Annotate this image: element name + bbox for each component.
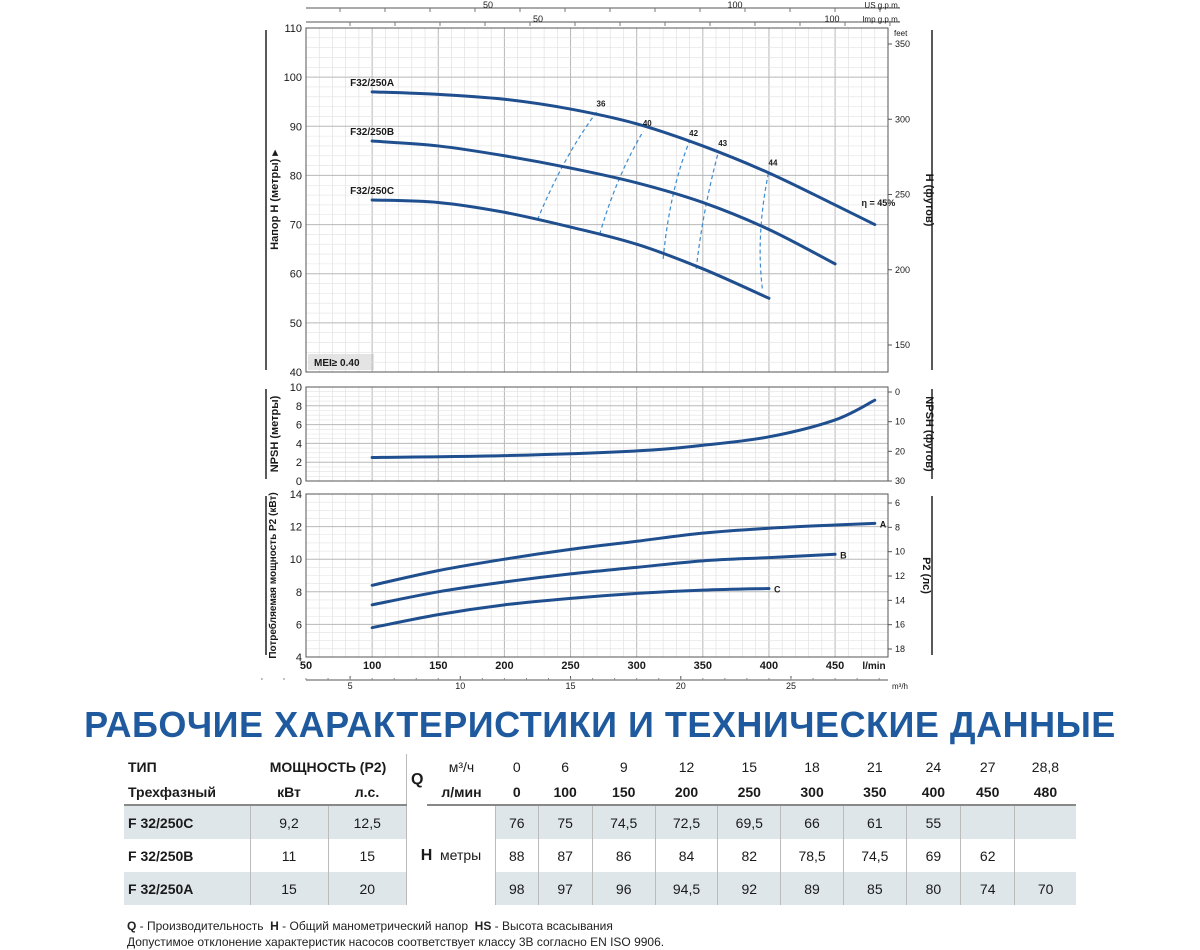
y2-tick-label: 14	[895, 595, 906, 606]
top-axis-imp-unit: Imp g.p.m.	[862, 15, 900, 24]
m3h-tick-label: 25	[785, 681, 797, 691]
x-tick-label: 450	[825, 660, 845, 672]
y2-tick-label: 250	[895, 189, 911, 200]
y2-tick-label: 16	[895, 619, 906, 630]
series-label: B	[840, 550, 847, 561]
h-cell: 75	[538, 805, 592, 839]
y2-tick-label: 20	[895, 446, 906, 457]
section-title: РАБОЧИЕ ХАРАКТЕРИСТИКИ И ТЕХНИЧЕСКИЕ ДАННЫЕ	[84, 704, 1116, 745]
q-lmin-cell: 250	[718, 779, 781, 805]
q-m3h-cell: 24	[925, 758, 942, 775]
h-cell: 74,5	[592, 805, 655, 839]
x-tick-label: 200	[495, 660, 514, 672]
h-cell: 61	[843, 805, 906, 839]
y-tick-label: 4	[295, 438, 302, 451]
h-cell: 82	[718, 839, 781, 872]
specs-table	[124, 754, 1076, 905]
series-label: C	[773, 584, 781, 595]
q-lmin-cell: 450	[961, 779, 1015, 805]
h-cell: 86	[592, 839, 655, 872]
x-tick-label: 150	[429, 660, 448, 672]
y-tick-label: 12	[289, 521, 302, 534]
y-tick-label: 70	[289, 219, 302, 232]
q-lmin-cell: 400	[906, 779, 960, 805]
y-tick-label: 6	[295, 419, 302, 432]
series-label: F32/250C	[350, 186, 395, 197]
series-line-B	[372, 554, 835, 605]
h-key: H	[270, 919, 279, 933]
efficiency-label: 43	[718, 138, 728, 148]
h-cell: 66	[781, 805, 844, 839]
y-tick-label: 4	[295, 652, 302, 664]
q-lmin-cell: 480	[1015, 779, 1076, 805]
y-tick-label: 10	[289, 382, 302, 394]
x-tick-label: 250	[561, 660, 580, 672]
h-cell: 92	[718, 872, 781, 905]
h-cell: 98	[495, 872, 538, 905]
q-unit-lmin: л/мин	[427, 779, 495, 805]
hp-header: л.с.	[328, 779, 407, 805]
q-lmin-cell: 350	[843, 779, 906, 805]
efficiency-max-label: η = 45%	[861, 197, 896, 208]
y-axis-title: NPSH (метры)	[269, 395, 281, 473]
h-cell: 78,5	[781, 839, 844, 872]
kw-cell: 11	[250, 839, 328, 872]
h-cell: 89	[781, 872, 844, 905]
h-cell: 84	[655, 839, 718, 872]
efficiency-label: 36	[596, 99, 606, 109]
q-m3h-cell: 6	[561, 758, 570, 775]
h-cell	[1015, 805, 1076, 839]
y2-tick-label: 200	[895, 264, 911, 275]
hp-cell: 20	[328, 872, 407, 905]
h-unit: метры	[440, 846, 482, 863]
y-tick-label: 8	[295, 400, 302, 413]
m3h-tick-label: 10	[455, 681, 466, 691]
model-cell: F 32/250A	[124, 872, 250, 905]
x-tick-label: 100	[362, 660, 382, 672]
q-m3h-cell: 9	[619, 758, 628, 775]
y-tick-label: 50	[289, 317, 302, 330]
y-tick-label: 14	[289, 489, 302, 501]
q-unit-m3h: м³/ч	[448, 758, 475, 775]
table-row	[124, 872, 1076, 905]
q-m3h-cell: 21	[867, 758, 883, 775]
h-cell: 62	[961, 839, 1015, 872]
h-symbol: H	[420, 846, 433, 864]
kw-cell: 9,2	[250, 805, 328, 839]
y2-axis-title: H (футов)	[923, 173, 935, 227]
top-axis-us-unit: US g.p.m.	[864, 1, 900, 10]
m3h-tick-label: 5	[347, 681, 353, 691]
top-axis-imp-tick: 50	[532, 14, 544, 24]
top-axis-imp-tick: 100	[824, 14, 840, 24]
h-cell: 69	[906, 839, 960, 872]
efficiency-label: 40	[642, 119, 652, 129]
y-tick-label: 40	[289, 367, 302, 379]
h-cell: 87	[538, 839, 592, 872]
q-lmin-cell: 0	[495, 779, 538, 805]
model-cell: F 32/250B	[128, 847, 194, 864]
h-cell: 96	[592, 872, 655, 905]
y-tick-label: 110	[284, 23, 302, 35]
y2-axis-title: NPSH (футов)	[923, 396, 935, 472]
h-cell: 55	[906, 805, 960, 839]
hs-key: HS	[474, 919, 492, 933]
y-tick-label: 80	[289, 170, 302, 183]
x-tick-label: 300	[627, 660, 646, 672]
y-axis-title: Напор H (метры) ▸	[269, 150, 281, 250]
hp-cell: 15	[328, 839, 407, 872]
series-label: F32/250B	[350, 127, 395, 139]
y2-tick-label: 10	[895, 416, 906, 427]
y2-tick-label: 8	[895, 522, 901, 533]
y2-tick-label: 10	[895, 546, 906, 557]
y2-tick-label: 30	[895, 476, 906, 486]
h-cell: 80	[906, 872, 960, 905]
h-cell: 69,5	[718, 805, 781, 839]
hp-cell: 12,5	[328, 805, 407, 839]
q-m3h-cell: 27	[979, 758, 996, 775]
efficiency-label: 44	[768, 158, 778, 168]
h-cell	[961, 805, 1015, 839]
m3h-unit-label: m³/h	[892, 682, 908, 691]
x-unit-label: l/min	[862, 661, 886, 672]
y-tick-label: 60	[289, 268, 302, 281]
q-m3h-cell: 0	[512, 758, 521, 775]
x-tick-label: 50	[299, 660, 313, 672]
h-cell: 76	[495, 805, 538, 839]
x-tick-label: 350	[693, 660, 712, 672]
type-header: ТИП	[128, 758, 157, 775]
h-cell: 85	[843, 872, 906, 905]
h-cell: 94,5	[655, 872, 718, 905]
q-m3h-cell: 28,8	[1031, 758, 1060, 775]
h-cell: 74	[961, 872, 1015, 905]
h-cell: 72,5	[655, 805, 718, 839]
m3h-tick-label: 20	[675, 681, 686, 691]
y2-unit-label: feet	[894, 29, 908, 38]
y-tick-label: 6	[295, 619, 302, 632]
q-lmin-cell: 200	[655, 779, 718, 805]
y-tick-label: 100	[283, 72, 302, 85]
q-key: Q	[127, 919, 137, 933]
q-m3h-cell: 15	[741, 758, 758, 775]
y-axis-title: Потребляемая мощность P2 (кВт)	[268, 492, 279, 659]
table-row	[124, 805, 1076, 839]
y-tick-label: 10	[289, 554, 302, 567]
tolerance-note: Допустимое отклонение характеристик насосов соответствует классу 3B согласно EN ISO 9906.	[127, 935, 665, 949]
y2-tick-label: 6	[895, 498, 901, 508]
kw-cell: 15	[250, 872, 328, 905]
efficiency-label: 42	[689, 129, 699, 139]
h-cell: 88	[495, 839, 538, 872]
q-lmin-cell: 150	[592, 779, 655, 805]
y-tick-label: 0	[295, 476, 302, 488]
q-symbol: Q	[411, 770, 424, 788]
power-header: МОЩНОСТЬ (P2)	[269, 758, 387, 775]
h-cell: 70	[1015, 872, 1076, 905]
y2-tick-label: 12	[895, 571, 906, 581]
y2-tick-label: 0	[895, 387, 901, 397]
q-text: - Производительность	[136, 919, 271, 933]
mei-label: MEI≥ 0.40	[314, 358, 360, 369]
series-label: F32/250A	[350, 77, 395, 89]
y2-tick-label: 300	[895, 114, 911, 125]
top-axis-us-tick: 50	[482, 0, 494, 10]
y-tick-label: 90	[289, 121, 302, 134]
y2-tick-label: 150	[895, 340, 911, 350]
phase-label: Трехфазный	[124, 779, 250, 805]
m3h-tick-label: 15	[565, 681, 576, 691]
y-tick-label: 8	[295, 586, 302, 599]
q-m3h-cell: 18	[804, 758, 820, 775]
efficiency-line	[696, 151, 718, 269]
series-label: A	[879, 519, 887, 530]
h-cell: 97	[538, 872, 592, 905]
y-tick-label: 2	[295, 457, 302, 470]
y2-tick-label: 18	[895, 644, 906, 654]
y2-tick-label: 350	[895, 39, 911, 49]
q-lmin-cell: 300	[781, 779, 844, 805]
hs-text: - Высота всасывания	[491, 919, 613, 933]
h-cell: 74,5	[843, 839, 906, 872]
top-axis-us-tick: 100	[727, 0, 743, 10]
h-text: - Общий манометрический напор	[278, 919, 475, 933]
table-row	[124, 839, 1076, 872]
h-cell	[1015, 839, 1076, 872]
q-lmin-cell: 100	[538, 779, 592, 805]
model-cell: F 32/250C	[124, 805, 250, 839]
kw-header: кВт	[250, 779, 328, 805]
y2-axis-title: P2 (лс)	[920, 557, 932, 594]
x-tick-label: 400	[759, 660, 779, 672]
q-m3h-cell: 12	[678, 758, 695, 775]
legend-line	[127, 919, 613, 933]
